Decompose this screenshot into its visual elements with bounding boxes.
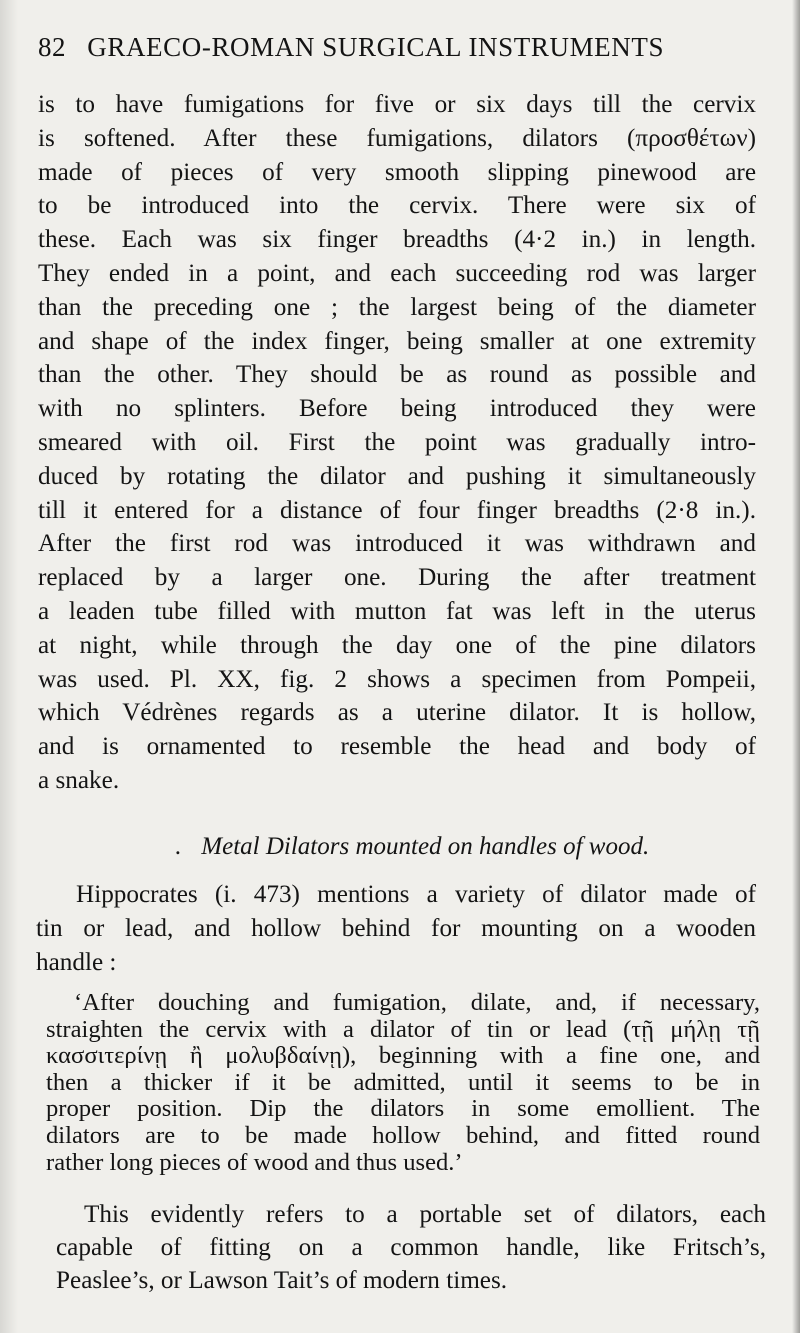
paragraph-fumigation bbox=[38, 88, 756, 798]
quote-line: straighten the cervix with a dilator of tin or lead (τῇ μήλῃ τῇ bbox=[46, 1015, 760, 1043]
text-line: a snake. bbox=[38, 766, 120, 794]
text-line: made of pieces of very smooth slipping pinewood are bbox=[38, 158, 756, 186]
paragraph-portable-set bbox=[56, 1198, 766, 1297]
block-quote bbox=[46, 990, 760, 1176]
text-line: duced by rotating the dilator and pushing it simultaneously bbox=[38, 462, 756, 490]
text-line: and is ornamented to resemble the head and body of bbox=[38, 733, 756, 761]
text-line: capable of fitting on a common handle, like Fritsch’s, bbox=[56, 1234, 766, 1261]
text-line: than the other. They should be as round as possible and bbox=[38, 361, 756, 389]
quote-line: dilators are to be made hollow behind, and fitted round bbox=[46, 1121, 760, 1149]
text-line: smeared with oil. First the point was gradually intro- bbox=[38, 428, 756, 456]
text-line: After the first rod was introduced it was withdrawn and bbox=[38, 530, 756, 558]
text-line: This evidently refers to a portable set of dilators, each bbox=[84, 1201, 766, 1228]
text-line: which Védrènes regards as a uterine dilator. It is hollow, bbox=[38, 699, 756, 727]
text-line: Hippocrates (i. 473) mentions a variety of dilator made of bbox=[76, 881, 756, 908]
text-line: to be introduced into the cervix. There were six of bbox=[38, 192, 756, 220]
subheading-text: Metal Dilators mounted on handles of wood. bbox=[201, 833, 650, 860]
text-line: these. Each was six finger breadths (4·2 in.) in length. bbox=[38, 226, 756, 254]
text-line: tin or lead, and hollow behind for mounting on a wooden bbox=[36, 914, 756, 942]
paragraph-hippocrates bbox=[36, 878, 756, 979]
quote-line: then a thicker if it be admitted, until it seems to be in bbox=[46, 1068, 760, 1096]
text-line: replaced by a larger one. During the after treatment bbox=[38, 564, 756, 592]
section-subheading bbox=[92, 833, 732, 861]
text-line: with no splinters. Before being introduced they were bbox=[38, 395, 756, 423]
text-line: a leaden tube filled with mutton fat was left in the uterus bbox=[38, 597, 756, 625]
page-number: 82 bbox=[38, 32, 66, 62]
quote-line: κασσιτερίνῃ ἢ μολυβδαίνῃ), beginning with a fine one, and bbox=[46, 1042, 760, 1070]
text-line: handle : bbox=[36, 948, 117, 976]
text-line: was used. Pl. XX, fig. 2 shows a specimen from Pompeii, bbox=[38, 665, 756, 693]
text-line: is softened. After these fumigations, dilators (προσθέτων) bbox=[38, 124, 756, 152]
running-title: GRAECO-ROMAN SURGICAL INSTRUMENTS bbox=[87, 32, 665, 62]
bullet-mark: . bbox=[174, 833, 182, 860]
text-line: Peaslee’s, or Lawson Tait’s of modern times. bbox=[56, 1267, 508, 1294]
text-line: at night, while through the day one of the pine dilators bbox=[38, 631, 756, 659]
text-line: than the preceding one ; the largest being of the diameter bbox=[38, 293, 756, 321]
text-line: till it entered for a distance of four finger breadths (2·8 in.). bbox=[38, 496, 756, 524]
text-line: and shape of the index finger, being smaller at one extremity bbox=[38, 327, 756, 355]
quote-line: rather long pieces of wood and thus used.’ bbox=[46, 1148, 463, 1176]
page-header bbox=[38, 32, 758, 63]
text-line: They ended in a point, and each succeeding rod was larger bbox=[38, 259, 756, 287]
text-line: is to have fumigations for five or six days till the cervix bbox=[38, 91, 756, 118]
quote-line: ‘After douching and fumigation, dilate, and, if necessary, bbox=[74, 989, 760, 1016]
quote-line: proper position. Dip the dilators in some emollient. The bbox=[46, 1095, 760, 1123]
